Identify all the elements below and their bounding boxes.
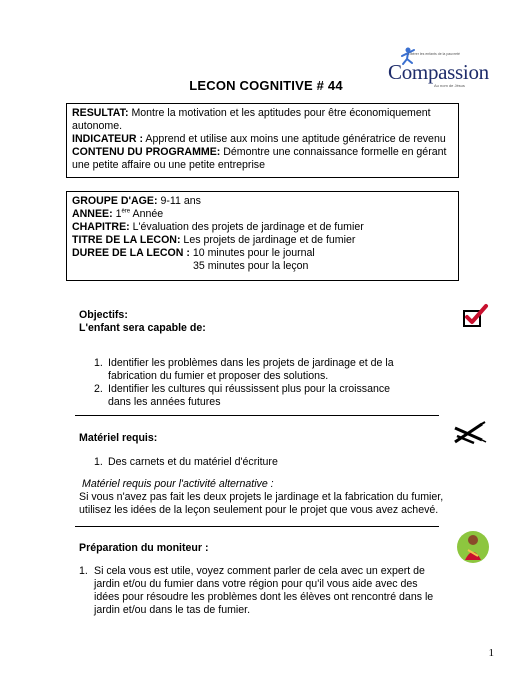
groupe-label: GROUPE D'AGE:	[72, 195, 158, 207]
titre-text: Les projets de jardinage et de fumier	[180, 234, 356, 246]
item-text: Des carnets et du matériel d'écriture	[108, 456, 278, 468]
duree-label: DUREE DE LA LECON :	[72, 247, 190, 259]
checkbox-check-icon	[462, 303, 490, 329]
resultat-line	[72, 107, 453, 133]
preparation-heading: Préparation du moniteur :	[79, 542, 209, 554]
objectifs-subheading: L'enfant sera capable de:	[79, 322, 206, 334]
logo-tagline: Libérer les enfants de la pauvreté	[408, 52, 460, 56]
list-item	[94, 456, 424, 469]
preparation-list	[79, 565, 439, 617]
chapitre-line	[72, 221, 453, 234]
list-item	[94, 357, 412, 383]
titre-line	[72, 234, 453, 247]
groupe-line	[72, 195, 453, 208]
materiel-list	[94, 456, 424, 469]
lesson-info-box	[66, 191, 459, 281]
contenu-line	[72, 146, 453, 172]
chapitre-text: L'évaluation des projets de jardinage et de fumier	[129, 221, 364, 233]
chapitre-label: CHAPITRE:	[72, 221, 130, 233]
item-number: 1.	[94, 456, 103, 468]
groupe-text: 9-11 ans	[157, 195, 201, 207]
materiel-heading: Matériel requis:	[79, 432, 158, 444]
alt-text: Si vous n'avez pas fait les deux projets le jardinage et la fabrication du fumier, utilisez les idées de la leçon seulement pour le projet que vous avez achevé.	[79, 491, 444, 516]
objectifs-list	[94, 357, 412, 409]
indicateur-line	[72, 133, 453, 146]
item-number: 2.	[94, 383, 103, 395]
lesson-title: LECON COGNITIVE # 44	[189, 78, 343, 93]
annee-sup: ère	[121, 208, 131, 215]
annee-label: ANNEE:	[72, 208, 113, 220]
annee-prefix: 1	[112, 208, 122, 220]
compassion-logo	[388, 46, 488, 92]
alt-heading: Matériel requis pour l'activité alternative :	[82, 478, 274, 490]
item-text: Identifier les cultures qui réussissent plus pour la croissance dans les années futures	[108, 383, 391, 408]
section-divider	[75, 415, 439, 416]
pencils-icon	[452, 420, 488, 446]
indicateur-label: INDICATEUR :	[72, 133, 144, 145]
objectifs-section	[79, 309, 439, 335]
duree-line2: 35 minutes pour la leçon	[193, 260, 309, 272]
logo-wordmark: Compassion	[388, 60, 489, 84]
contenu-text: Démontre une connaissance formelle en gérant une petite affaire ou une petite entreprise	[72, 146, 447, 171]
logo-subline: Au nom de Jésus	[434, 83, 465, 88]
item-text: Identifier les problèmes dans les projets de jardinage et de la fabrication du fumier et proposer des solutions.	[108, 357, 394, 382]
duree-line1: 10 minutes pour le journal	[189, 247, 315, 259]
item-number: 1.	[94, 357, 103, 369]
duree-line	[72, 247, 453, 260]
item-text: Si cela vous est utile, voyez comment parler de cela avec un expert de jardin et/ou du fumier dans votre région pour qu'il vous aide avec des idées pour résoudre les problèmes dont les élèves ont rencontré dans le jardin et/ou dans le tas de fumier.	[94, 565, 434, 616]
page-number: 1	[488, 647, 494, 659]
section-divider	[75, 526, 439, 527]
list-item	[79, 565, 439, 617]
annee-suffix: Année	[130, 208, 164, 220]
list-item	[94, 383, 412, 409]
outcome-box	[66, 103, 459, 178]
item-number: 1.	[79, 565, 88, 577]
indicateur-text: Apprend et utilise aux moins une aptitude génératrice de revenu	[143, 133, 446, 145]
resultat-text: Montre la motivation et les aptitudes pour être économiquement autonome.	[72, 107, 431, 132]
contenu-label: CONTENU DU PROGRAMME:	[72, 146, 221, 158]
titre-label: TITRE DE LA LECON:	[72, 234, 181, 246]
teacher-icon	[456, 530, 490, 564]
objectifs-heading: Objectifs:	[79, 309, 128, 321]
annee-line	[72, 208, 453, 221]
resultat-label: RESULTAT:	[72, 107, 129, 119]
